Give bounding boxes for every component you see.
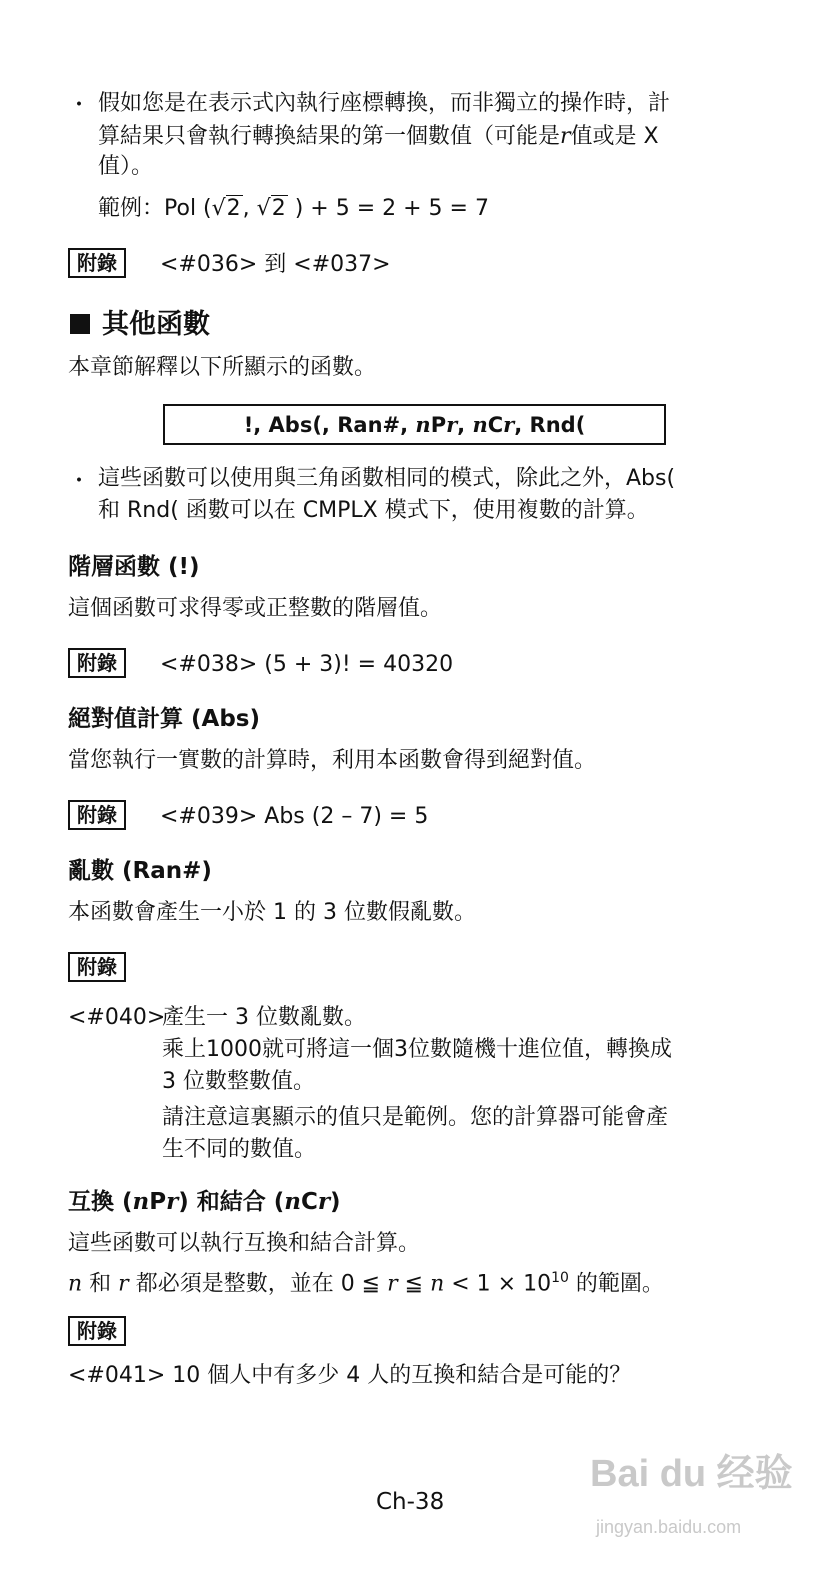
factorial-example: <#038> (5 + 3)! = 40320 bbox=[160, 652, 454, 677]
functions-box: !, Abs(, Ran#, nPr, nCr, Rnd( bbox=[163, 404, 666, 445]
sqrt-symbol: √2 bbox=[211, 196, 241, 221]
random-line-2: 乘上1000就可將這一個3位數隨機十進位值，轉換成 bbox=[162, 1037, 672, 1062]
bullet-dot: ・ bbox=[68, 93, 91, 118]
random-line-3: 3 位數整數值。 bbox=[162, 1069, 315, 1094]
appendix-row-038 bbox=[68, 648, 126, 678]
square-bullet-icon bbox=[70, 314, 90, 334]
perm-example: <#041> 10 個人中有多少 4 人的互換和結合是可能的？ bbox=[68, 1363, 632, 1388]
appendix-tag: 附錄 bbox=[68, 648, 126, 678]
random-line-1: 產生一 3 位數亂數。 bbox=[162, 1005, 366, 1030]
section-title: 其他函數 bbox=[70, 307, 210, 343]
random-line-4: 請注意這裏顯示的值只是範例。您的計算器可能會產 bbox=[162, 1105, 669, 1130]
appendix-row-036 bbox=[68, 248, 126, 278]
section-desc: 本章節解釋以下所顯示的函數。 bbox=[68, 355, 377, 380]
appendix-ref-036: <#036> 到 <#037> bbox=[160, 252, 391, 277]
intro-line-2: 算結果只會執行轉換結果的第一個數值（可能是r值或是 X bbox=[98, 124, 659, 149]
watermark-url: jingyan.baidu.com bbox=[596, 1517, 742, 1537]
note-line-1: 這些函數可以使用與三角函數相同的模式，除此之外，Abs( bbox=[98, 466, 676, 491]
sqrt-symbol: √2 bbox=[256, 196, 286, 221]
bullet-dot: ・ bbox=[68, 469, 91, 494]
perm-title: 互換 (nPr) 和結合 (nCr) bbox=[68, 1188, 341, 1215]
factorial-title: 階層函數 (!) bbox=[68, 554, 200, 580]
abs-title: 絕對值計算 (Abs) bbox=[68, 706, 260, 732]
factorial-desc: 這個函數可求得零或正整數的階層值。 bbox=[68, 596, 443, 621]
appendix-tag: 附錄 bbox=[68, 1316, 126, 1346]
intro-line-1: 假如您是在表示式內執行座標轉換，而非獨立的操作時，計 bbox=[98, 91, 671, 116]
appendix-row-039 bbox=[68, 800, 126, 830]
watermark-logo: Bai du 经验 bbox=[590, 1453, 793, 1495]
abs-desc: 當您執行一實數的計算時，利用本函數會得到絕對值。 bbox=[68, 748, 597, 773]
appendix-row-041 bbox=[68, 1316, 126, 1346]
abs-example: <#039> Abs (2 – 7) = 5 bbox=[160, 804, 429, 829]
random-line-5: 生不同的數值。 bbox=[162, 1137, 317, 1162]
perm-desc-2: n 和 r 都必須是整數，並在 0 ≦ r ≦ $n < 1 \times 10^{10}$ 的範圍。 bbox=[68, 1270, 664, 1297]
random-desc: 本函數會產生一小於 1 的 3 位數假亂數。 bbox=[68, 900, 476, 925]
intro-example: 範例：Pol (√2, √2 ) + 5 = 2 + 5 = 7 bbox=[98, 193, 489, 225]
appendix-tag: 附錄 bbox=[68, 800, 126, 830]
random-title: 亂數 (Ran#) bbox=[68, 858, 212, 884]
appendix-tag: 附錄 bbox=[68, 248, 126, 278]
intro-line-3: 值）。 bbox=[98, 154, 154, 179]
appendix-tag: 附錄 bbox=[68, 952, 126, 982]
note-line-2: 和 Rnd( 函數可以在 CMPLX 模式下，使用複數的計算。 bbox=[98, 498, 649, 523]
random-ref: <#040> bbox=[68, 1005, 166, 1030]
page-number: Ch-38 bbox=[376, 1489, 445, 1515]
perm-desc-1: 這些函數可以執行互換和結合計算。 bbox=[68, 1231, 421, 1256]
appendix-row-040 bbox=[68, 952, 126, 982]
